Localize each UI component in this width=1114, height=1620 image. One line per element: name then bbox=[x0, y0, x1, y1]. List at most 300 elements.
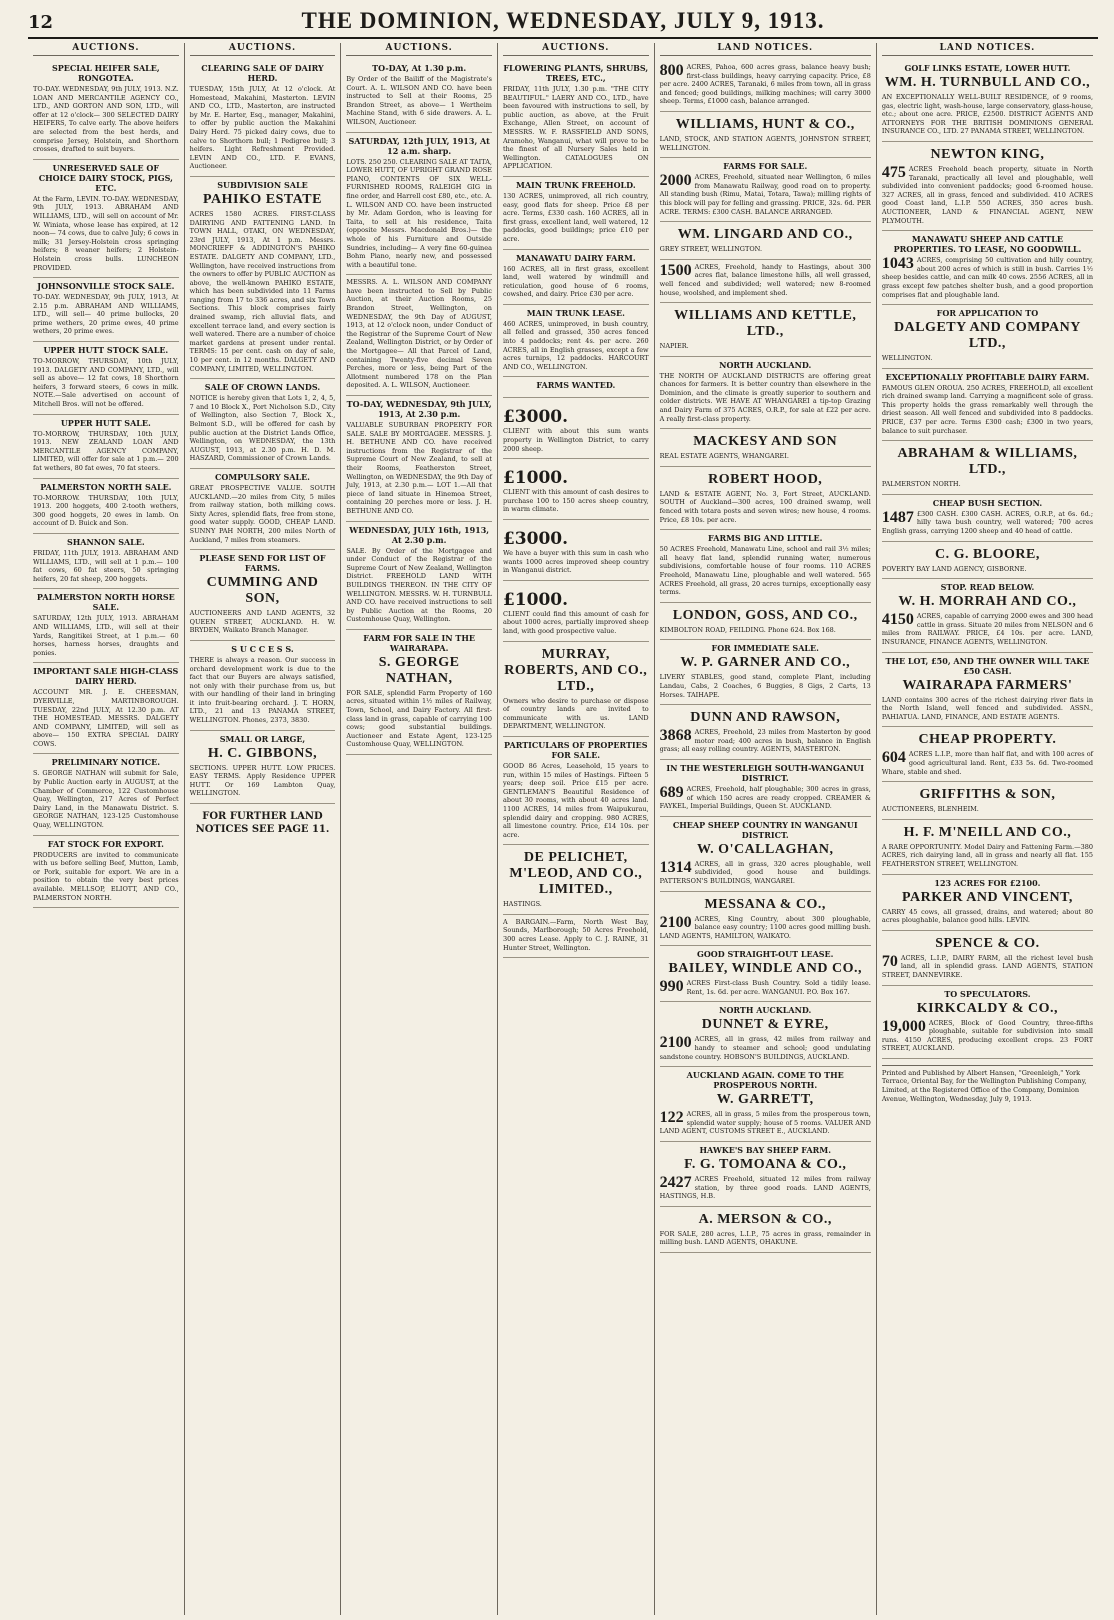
advertisement bbox=[190, 379, 336, 469]
ad-body-text: NOTICE is hereby given that Lots 1, 2, 4, 5, 7 and 10 Block X., Port Nicholson S.D., City of Wellington, also Section 7, Block X., Belmont S.D., will be offered for cash by public auction at the District Lands Office, Wellington, on WEDNESDAY, the 13th AUGUST, 1913, at 2.30 p.m. H. D. M. HASZARD, Commissioner of Crown Lands. bbox=[189, 394, 336, 463]
advertisement bbox=[190, 731, 336, 804]
ad-body-text: LAND, STOCK, AND STATION AGENTS, JOHNSTON STREET, WELLINGTON. bbox=[659, 134, 871, 152]
ad-cash-amount: £3000. bbox=[502, 407, 569, 428]
advertisement bbox=[503, 737, 649, 845]
ad-body-text: FAMOUS GLEN OROUA. 250 ACRES, FREEHOLD, all excellent rich drained swamp land. Carrying a magnificent sole of grass. This property holds the grass remarkably well through the driest season. All well fenced and subdivided into 8 paddocks. PRICE, £37 per acre. Terms £300 cash; £300 in two years, balance to suit purchaser. bbox=[881, 383, 1094, 435]
ad-firm-name: NEWTON KING, bbox=[930, 146, 1045, 162]
ad-body-text: AUCTIONEERS AND LAND AGENTS, 32 QUEEN STREET, AUCKLAND. H. W. BRYDEN, Waikato Branch Manager. bbox=[189, 609, 336, 635]
ad-body bbox=[33, 85, 179, 154]
ad-firm-name: WAIRARAPA FARMERS' bbox=[902, 677, 1073, 693]
advertisement bbox=[660, 429, 871, 467]
ad-acreage: 800 bbox=[659, 62, 684, 79]
ad-firm-name: S. GEORGE NATHAN, bbox=[378, 654, 460, 686]
ad-body-text: CLIENT with about this sum wants property in Wellington District, to carry 2000 sheep. bbox=[502, 427, 649, 453]
advertisement bbox=[346, 275, 492, 396]
ad-title: TO-DAY, At 1.30 p.m. bbox=[372, 63, 467, 73]
ad-firm-name: WILLIAMS AND KETTLE, LTD., bbox=[674, 308, 857, 340]
ad-body bbox=[660, 673, 871, 699]
ad-title: UPPER HUTT STOCK SALE. bbox=[43, 345, 169, 356]
advertisement bbox=[503, 305, 649, 378]
ad-body bbox=[346, 547, 492, 624]
ad-title: FAT STOCK FOR EXPORT. bbox=[47, 838, 164, 849]
ad-body-text: ACCOUNT MR. J. E. CHEESMAN, DYERVILLE, MARTINBOROUGH. TUESDAY, 22nd JULY, At 12.30 p.m. AT THE HOMESTEAD. MESSRS. DALGETY AND COMPANY, LIMITED, will sell as above— 150 EXTRA SPECIAL DAIRY COWS. bbox=[33, 688, 179, 748]
ad-body-text: TO-MORROW, THURSDAY, 10th JULY, 1913. DALGETY AND COMPANY, LTD., will sell as above— 12 fat cows, 18 Shorthorn heifers, 3 forward steers, 6 cows in milk. NOTE.—Sale advertised on account of Mitchell Bros. will not be offered. bbox=[33, 357, 179, 409]
ad-body-text: ACRES, capable of carrying 2000 ewes and 300 head cattle in grass. Situate 20 miles from NELSON and 6 miles from RAILWAY. PRICE, £4 10s. per acre. LAND, INSURANCE, FINANCE AGENTS, WELLINGTON. bbox=[881, 612, 1094, 646]
ad-title: MANAWATU DAIRY FARM. bbox=[515, 252, 636, 263]
ad-firm-name: ABRAHAM & WILLIAMS, LTD., bbox=[897, 446, 1078, 478]
column-1 bbox=[28, 43, 185, 1615]
ad-body bbox=[660, 915, 871, 941]
ad-cash-amount: £1000. bbox=[502, 468, 569, 489]
ad-body-text: GREAT PROSPECTIVE VALUE. SOUTH AUCKLAND.—20 miles from City, 5 miles from railway station, both milking cows. Sixty Acres, splendid flats, free from stone, good water supply. GOOD, CHEAP LAND. SUNNY PAH NORTH, 200 miles North of Auckland, 7 miles from steamers. bbox=[189, 483, 336, 544]
ad-body bbox=[882, 843, 1093, 869]
ad-body-text: HASTINGS. bbox=[502, 900, 542, 909]
ad-body bbox=[660, 372, 871, 424]
ad-body bbox=[660, 785, 871, 811]
ad-body-text: LIVERY STABLES, good stand, complete Plant, including Landau, Cabs, 2 Coaches, 6 Buggies, 8 Gigs, 2 Carts, 13 Horses. TAIHAPE. bbox=[659, 673, 871, 699]
ad-body bbox=[660, 342, 871, 351]
advertisement bbox=[33, 160, 179, 278]
ad-body-text: THERE is always a reason. Our success in orchard development work is due to the fact that our Buyers are always satisfied, not only with their purchase from us, but with our handling of their land in bringing it into fruit-bearing orchard. J. T. HORN, LTD., 21 and 13 PANAMA STREET, WELLINGTON. Phones, 2373, 3830. bbox=[189, 655, 336, 725]
advertisement bbox=[33, 589, 179, 663]
ad-body bbox=[33, 293, 179, 336]
ad-body bbox=[882, 805, 1093, 814]
advertisement bbox=[503, 581, 649, 642]
ad-body bbox=[660, 1230, 871, 1247]
advertisement bbox=[882, 231, 1093, 305]
ad-body-text: ACRES, all in grass, 42 miles from railway and handy to steamer and school; good undulating sandstone country. HOBSON'S BUILDINGS, AUCKLAND. bbox=[659, 1035, 871, 1061]
ad-body-text: THE NORTH OF AUCKLAND DISTRICTS are offering great chances for farmers. It is better country than elsewhere in the Dominion, and the climate is greatly superior to southern and colder districts. WE HAVE AT WHANGAREI a tip-top Grazing and Dairy Farm of 375 ACRES, O.R.P., for sale at £22 per acre. A really first-class property. bbox=[659, 371, 871, 423]
ad-acreage: 3868 bbox=[659, 727, 692, 745]
ad-firm-name: DUNNET & EYRE, bbox=[701, 1017, 829, 1033]
ad-body bbox=[503, 918, 649, 952]
ad-firm-name: BAILEY, WINDLE AND CO., bbox=[668, 961, 862, 977]
ad-body-text: ACRES, Freehold, half ploughable; 300 acres in grass, of which 150 acres are ready cropped. CREAMER & FAYKEL, Imperial Buildings, Queen St. AUCKLAND. bbox=[659, 784, 871, 811]
ad-firm-name: C. G. BLOORE, bbox=[934, 546, 1040, 562]
ad-title: S U C C E S S. bbox=[231, 643, 294, 654]
ad-body bbox=[346, 689, 492, 749]
column-5 bbox=[655, 43, 877, 1615]
ad-body bbox=[882, 750, 1093, 776]
ad-acreage: 70 bbox=[881, 952, 898, 970]
advertisement bbox=[882, 60, 1093, 142]
ad-body bbox=[346, 75, 492, 127]
ad-body-text: ACRES, Freehold, handy to Hastings, about 300 acres flat, balance limestone hills, all well grassed, well fenced and subdivided; well watered; new 8-roomed house, woolshed, and implement shed. bbox=[659, 262, 871, 297]
ad-body bbox=[33, 769, 179, 829]
ad-firm-name: MESSANA & CO., bbox=[704, 896, 826, 912]
ad-body-text: SALE. By Order of the Mortgagee and under Conduct of the Registrar of the Supreme Court of New Zealand, Wellington District. FREEHOLD LAND WITH BUILDINGS THEREON. IN THE CITY OF WELLINGTON. MESSRS. W. H. TURNBULL AND CO. have received instructions to sell by Public Auction at the Rooms, 20 Customhouse Quay, Wellington. bbox=[346, 546, 492, 624]
ad-firm-name: H. F. M'NEILL AND CO., bbox=[903, 824, 1072, 840]
ad-body bbox=[503, 320, 649, 372]
ad-body-text: ACRES, L.I.P., DAIRY FARM, all the richest level bush land, all in splendid grass. LAND AGENTS, STATION STREET, DANNEVIRKE. bbox=[881, 953, 1094, 979]
ad-body-text: NAPIER. bbox=[659, 342, 689, 351]
ad-body-text: TO-DAY. WEDNESDAY, 9th JULY, 1913, At 2.15 p.m. ABRAHAM AND WILLIAMS, LTD., will sell— 40 prime bullocks, 20 prime wethers, 20 prime ewes, 40 prime wethers, 20 prime ewes. bbox=[33, 293, 179, 336]
advertisement bbox=[503, 915, 649, 958]
ad-title: FARMS WANTED. bbox=[536, 380, 616, 391]
ad-body bbox=[503, 85, 649, 171]
ad-body-text: FOR SALE, splendid Farm Property of 160 acres, situated within 1½ miles of Railway, Town, School, and Dairy Factory. All first-class land in grass, capable of carrying 100 cows; good substantial buildings. Auctioneer and Estate Agent, 123-125 Customhouse Quay, WELLINGTON. bbox=[346, 688, 492, 749]
ad-body bbox=[882, 908, 1093, 925]
ad-body-text: Owners who desire to purchase or dispose of country lands are invited to communicate with us. LAND DEPARTMENT, WELLINGTON. bbox=[502, 696, 649, 731]
ad-body bbox=[660, 245, 871, 254]
ad-body bbox=[33, 430, 179, 473]
ad-body-text: At the Farm, LEVIN. TO-DAY. WEDNESDAY, 9th JULY, 1913. ABRAHAM AND WILLIAMS, LTD., will sell on account of Mr. W. Winiata, whose lease has expired, at 12 noon— 74 cows, due to calve July; 6 cows in milk; 31 Jersey-Holstein cross springing heifers; 8 weaner heifers; 2 Holstein-Holstein cross bulls. LUNCHEON PROVIDED. bbox=[33, 194, 179, 272]
ad-body-text: TO-MORROW, THURSDAY, 10th JULY, 1913. NEW ZEALAND LOAN AND MERCANTILE AGENCY COMPANY, LIMITED, will offer for sale at 1 p.m.— 200 fat wethers, 80 fat ewes, 70 fat steers. bbox=[33, 429, 179, 472]
advertisement bbox=[660, 1067, 871, 1142]
advertisement bbox=[346, 630, 492, 755]
advertisement bbox=[660, 60, 871, 112]
columns bbox=[28, 43, 1098, 1615]
ad-title: EXCEPTIONALLY PROFITABLE DAIRY FARM. bbox=[885, 371, 1090, 382]
advertisement bbox=[33, 663, 179, 754]
ad-firm-name: DALGETY AND COMPANY LTD., bbox=[894, 320, 1081, 352]
ad-body-text: WELLINGTON. bbox=[881, 354, 933, 363]
column-head: AUCTIONS. bbox=[503, 43, 649, 56]
ad-body bbox=[660, 63, 871, 106]
advertisement bbox=[660, 158, 871, 222]
ad-body-text: CLIENT could find this amount of cash for about 1000 acres, partially improved sheep land, with good prospective value. bbox=[502, 609, 649, 635]
advertisement bbox=[503, 398, 649, 459]
advertisement bbox=[882, 820, 1093, 875]
ad-acreage: 1487 bbox=[881, 508, 914, 526]
ad-body-text: PRODUCERS are invited to communicate with us before selling Beef, Mutton, Lamb, or Pork, suitable for export. We are in a position to obtain the very best prices available. MELLSOP, ELIOTT, AND CO., PALMERSTON NORTH. bbox=[33, 850, 179, 902]
ad-body bbox=[660, 1035, 871, 1061]
advertisement bbox=[503, 377, 649, 398]
ad-acreage: 604 bbox=[881, 749, 906, 767]
advertisement bbox=[33, 479, 179, 534]
advertisement bbox=[190, 60, 336, 177]
ad-body-text: ACRES L.I.P., more than half flat, and with 100 acres of good agricultural land. Rent, £33 5s. 6d. Two-roomed Whare, stable and shed. bbox=[881, 750, 1094, 776]
ad-firm-name: W. GARRETT, bbox=[716, 1092, 814, 1108]
column-head: AUCTIONS. bbox=[190, 43, 336, 56]
ad-acreage: 1500 bbox=[659, 261, 692, 279]
ad-acreage: 2427 bbox=[659, 1174, 692, 1192]
ad-title: TO SPECULATORS. bbox=[944, 988, 1031, 999]
ad-body bbox=[33, 549, 179, 583]
ad-body bbox=[660, 173, 871, 216]
ad-acreage: 2100 bbox=[659, 1034, 692, 1052]
ad-title: CLEARING SALE OF DAIRY HERD. bbox=[201, 63, 324, 83]
ad-body bbox=[190, 764, 336, 798]
ad-body-text: TUESDAY, 15th JULY, At 12 o'clock. At Homestead, Makahini, Masterton. LEVIN AND CO., LTD., Masterton, are instructed by Mr. E. Harter, Esq., manager, Makahini, to offer by public auction the Makahini Dairy Herd. 75 picked dairy cows, due to calve to Shorthorn bull; 1 Pedigree bull; 3 heifers. Light Refreshment Provided. LEVIN AND CO., LTD. F. EVANS, Auctioneer. bbox=[189, 85, 336, 171]
ad-body bbox=[346, 278, 492, 390]
advertisement bbox=[660, 1142, 871, 1207]
ad-body bbox=[190, 609, 336, 635]
ad-body-text: We have a buyer with this sum in cash who wants 1000 acres improved sheep country in Wanganui district. bbox=[502, 549, 649, 575]
advertisement bbox=[660, 1207, 871, 1253]
advertisement bbox=[660, 705, 871, 760]
ad-body-text: 160 ACRES, all in first grass, excellent land, well watered by windmill and reticulation, good house of 6 rooms, cowshed, and dairy. Price £30 per acre. bbox=[502, 264, 649, 299]
ad-title: 123 ACRES FOR £2100. bbox=[934, 877, 1041, 888]
ad-body bbox=[503, 549, 649, 575]
ad-body-text: ACRES Freehold, situated 12 miles from railway station, by three good roads. LAND AGENTS, HASTINGS, H.B. bbox=[659, 1175, 871, 1201]
ad-firm-name: SPENCE & CO. bbox=[935, 935, 1040, 951]
ad-title: SMALL OR LARGE, bbox=[219, 733, 306, 744]
advertisement bbox=[190, 641, 336, 731]
advertisement bbox=[882, 495, 1093, 542]
advertisement bbox=[33, 534, 179, 589]
ad-body bbox=[882, 612, 1093, 646]
ad-body bbox=[503, 488, 649, 514]
ad-firm-name: MURRAY, ROBERTS, AND CO., LTD., bbox=[504, 646, 648, 694]
advertisement bbox=[882, 875, 1093, 931]
ad-body bbox=[882, 1019, 1093, 1053]
ad-firm-name: PARKER AND VINCENT, bbox=[901, 889, 1073, 905]
ad-body bbox=[346, 158, 492, 270]
advertisement bbox=[882, 931, 1093, 986]
ad-title: MAIN TRUNK FREEHOLD. bbox=[515, 179, 636, 190]
ad-title: IMPORTANT SALE HIGH-CLASS DAIRY HERD. bbox=[33, 666, 179, 687]
ad-firm-name: KIRKCALDY & CO., bbox=[916, 1000, 1059, 1016]
ad-acreage: 475 bbox=[881, 163, 906, 181]
advertisement bbox=[33, 836, 179, 909]
ad-body-text: POVERTY BAY LAND AGENCY, GISBORNE. bbox=[881, 564, 1027, 573]
advertisement bbox=[660, 222, 871, 260]
ad-body-text: PALMERSTON NORTH. bbox=[881, 480, 961, 489]
ad-title: SATURDAY, 12th JULY, 1913, At 12 a.m. sharp. bbox=[348, 135, 490, 156]
advertisement bbox=[190, 550, 336, 641]
ad-acreage: 122 bbox=[659, 1109, 684, 1127]
ad-body bbox=[882, 354, 1093, 363]
ad-title: SALE OF CROWN LANDS. bbox=[204, 382, 321, 393]
ad-title: AUCKLAND AGAIN. COME TO THE PROSPEROUS NORTH. bbox=[686, 1070, 844, 1091]
ad-title: STOP. READ BELOW. bbox=[940, 582, 1035, 593]
ad-body-text: REAL ESTATE AGENTS, WHANGAREI. bbox=[659, 452, 789, 461]
ad-body-text: By Order of the Bailiff of the Magistrate's Court. A. L. WILSON AND CO. have been instructed to Sell at their Rooms, 25 Brandon Street, as above— 1 Wertheim Machine Stand, with 6 side drawers. A. L. WILSON, Auctioneer. bbox=[346, 75, 492, 126]
column-head: LAND NOTICES. bbox=[660, 43, 871, 56]
ad-body bbox=[882, 480, 1093, 489]
ad-firm-name: MACKESY AND SON bbox=[693, 434, 838, 450]
advertisement bbox=[660, 946, 871, 1002]
ad-acreage: 2000 bbox=[659, 172, 692, 190]
ad-title: TO-DAY, WEDNESDAY, 9th JULY, 1913, At 2.30 p.m. bbox=[346, 399, 492, 419]
ad-body bbox=[882, 954, 1093, 980]
ad-firm-name: PAHIKO ESTATE bbox=[203, 191, 322, 207]
ad-title: FARMS FOR SALE. bbox=[723, 161, 808, 172]
ad-body bbox=[33, 614, 179, 657]
ad-firm-name: CHEAP PROPERTY. bbox=[918, 732, 1057, 748]
page-title: THE DOMINION, WEDNESDAY, JULY 9, 1913. bbox=[301, 8, 825, 33]
ad-title: GOOD STRAIGHT-OUT LEASE. bbox=[697, 949, 834, 960]
ad-body-text: MESSRS. A. L. WILSON AND COMPANY have been instructed to Sell by Public Auction, at their Auction Rooms, 25 Brandon Street, Wellington, on WEDNESDAY, the 9th Day of AUGUST, 1913, at 12 o'clock noon, under Conduct of the Registrar of the Supreme Court of New Zealand, Wellington District, or by Order of the Mortgagee— All that Parcel of Land, containing Twenty-five decimal Seven Perches, more or less, being Part of the Allotment numbered 178 on the Plan deposited. A. L. WILSON, Auctioneer. bbox=[346, 278, 492, 390]
ad-title: SUBDIVISION SALE bbox=[217, 179, 308, 190]
ad-body bbox=[503, 265, 649, 299]
ad-body-text: ACRES, Block of Good Country, three-fifths ploughable, suitable for subdivision into small runs. 4150 ACRES, producing excellent crops. 23 FORT STREET, AUCKLAND. bbox=[881, 1018, 1094, 1053]
advertisement bbox=[33, 754, 179, 835]
ad-body bbox=[882, 565, 1093, 574]
advertisement bbox=[660, 467, 871, 530]
advertisement bbox=[882, 305, 1093, 369]
ad-body bbox=[503, 762, 649, 839]
advertisement bbox=[660, 603, 871, 641]
ad-title: PLEASE SEND FOR LIST OF FARMS. bbox=[199, 553, 326, 574]
advertisement bbox=[503, 845, 649, 915]
ad-body bbox=[882, 510, 1093, 536]
advertisement bbox=[33, 60, 179, 160]
ad-body-text: A RARE OPPORTUNITY. Model Dairy and Fattening Farm.—380 ACRES, rich dairying land, all in grass and nearly all flat. 155 FEATHERSTON STREET, WELLINGTON. bbox=[881, 842, 1094, 868]
ad-body bbox=[503, 427, 649, 453]
ad-body bbox=[33, 195, 179, 272]
ad-cash-amount: £1000. bbox=[502, 589, 569, 610]
ad-acreage: 19,000 bbox=[881, 1017, 926, 1035]
ad-firm-name: F. G. TOMOANA & CO., bbox=[684, 1157, 847, 1173]
ad-firm-name: A. MERSON & CO., bbox=[698, 1211, 832, 1227]
ad-body-text: ACRES, Pahoa, 600 acres grass, balance heavy bush; first-class buildings, heavy carrying capacity. Price, £8 per acre. 2400 ACRES, Taranaki, 6 miles from town, all in grass and fenced; good buildings, milking machines; will carry 3000 sheep. Terms, £1000 cash, balance arranged. bbox=[659, 63, 871, 106]
advertisement bbox=[503, 520, 649, 581]
column-head: AUCTIONS. bbox=[33, 43, 179, 56]
ad-title: FLOWERING PLANTS, SHRUBS, TREES, ETC., bbox=[503, 63, 649, 83]
ad-title: FOR APPLICATION TO bbox=[936, 308, 1039, 319]
advertisement bbox=[882, 542, 1093, 580]
advertisement bbox=[190, 177, 336, 379]
advertisement bbox=[33, 415, 179, 479]
ad-body bbox=[33, 494, 179, 528]
ad-body-text: ACRES, all in grass, 5 miles from the prosperous town, splendid water supply; house of 5 rooms. VALUER AND LAND AGENT, CUSTOMS STREET E., AUCKLAND. bbox=[659, 1110, 871, 1136]
ad-body bbox=[33, 688, 179, 748]
advertisement bbox=[190, 469, 336, 550]
ad-firm-name: W. P. GARNER AND CO., bbox=[680, 655, 851, 671]
ad-title: FOR IMMEDIATE SALE. bbox=[711, 643, 819, 654]
ad-firm-name: ROBERT HOOD, bbox=[708, 471, 823, 487]
masthead bbox=[28, 8, 1098, 39]
ad-body bbox=[503, 697, 649, 731]
ad-body-text: ACRES, Freehold, situated near Wellington, 6 miles from Manawatu Railway, good road on to property. All standing bush (Rimu, Matai, Totara, Tawa); milling rights of this block will pay for felling and grassing. PRICE, 32s. 6d. PER ACRE. TERMS: £300 CASH. BALANCE ARRANGED. bbox=[659, 173, 871, 216]
ad-body bbox=[503, 900, 649, 909]
ad-body bbox=[33, 851, 179, 903]
ad-body bbox=[660, 135, 871, 152]
ad-title: FARMS BIG AND LITTLE. bbox=[708, 533, 823, 544]
ad-body bbox=[882, 165, 1093, 225]
advertisement bbox=[503, 459, 649, 520]
ad-body-text: 50 ACRES Freehold, Manawatu Line, school and rail 3½ miles; all heavy flat land, splendid running water, numerous subdivisions, comfortable house of four rooms. 110 ACRES Freehold, Manawatu Line, ploughable and well watered. 565 ACRES Freehold, all grass, 20 acres turnips, exceptionally easy terms. bbox=[659, 545, 871, 597]
ad-body bbox=[660, 1110, 871, 1136]
ad-body-text: AUCTIONEERS, BLENHEIM. bbox=[881, 805, 979, 814]
ad-body bbox=[190, 85, 336, 171]
ad-body bbox=[660, 728, 871, 754]
ad-body-text: SECTIONS. UPPER HUTT. LOW PRICES. EASY TERMS. Apply Residence UPPER HUTT. Or 169 Lambton Quay, WELLINGTON. bbox=[189, 763, 336, 798]
ad-acreage: 1314 bbox=[659, 858, 692, 876]
advertisement bbox=[660, 112, 871, 158]
column-3 bbox=[341, 43, 498, 1615]
ad-firm-name: CUMMING AND SON, bbox=[206, 575, 319, 607]
advertisement bbox=[503, 177, 649, 250]
ad-body bbox=[190, 394, 336, 463]
ad-body-text: CLIENT with this amount of cash desires to purchase 100 to 150 acres sheep country, in warm climate. bbox=[502, 488, 649, 514]
advertisement bbox=[660, 1002, 871, 1067]
ad-body bbox=[882, 93, 1093, 136]
ad-body-text: LOTS. 250 250. CLEARING SALE AT TAITA, LOWER HUTT, OF UPRIGHT GRAND ROSE PIANO, CONTENTS OF SIX WELL-FURNISHED ROOMS, RALEIGH GIG in fine order, and Harrell cost £80, etc., etc. A. L. WILSON AND CO. have been instructed by Mr. Adam Gordon, who is leaving for Taita, to sell at his residence, Taita (opposite Messrs. Macdonald Bros.)— the whole of his Furniture and Outside Sundries, including— A very fine 60-guinea Bohm Piano, nearly new, and possessed with a beautiful tone. bbox=[346, 157, 492, 269]
ad-body-text: GOOD 86 Acres, Leasehold, 15 years to run, within 15 miles of Hastings. Fifteen 5 years; deep soil. Price £15 per acre. GENTLEMAN'S Beautiful Residence of about 30 rooms, with about 40 acres land. 1100 ACRES, 14 miles from Waipukurau, splendid dairy and cropping. 980 ACRES, all limestone country. Price, £14 10s. per acre. bbox=[502, 761, 649, 839]
advertisement bbox=[660, 530, 871, 603]
advertisement bbox=[660, 817, 871, 892]
printer-imprint: Printed and Published by Albert Hansen, "Greenleigh," York Terrace, Oriental Bay, for the Wellington Publishing Company, Limited, at the Registered Office of the Company, Dominion Avenue, Wellington, Wednesday, July 9, 1913. bbox=[882, 1065, 1093, 1103]
ad-title: PALMERSTON NORTH SALE. bbox=[40, 481, 172, 492]
ad-body bbox=[190, 210, 336, 373]
ad-title: IN THE WESTERLEIGH SOUTH-WANGANUI DISTRICT. bbox=[666, 762, 865, 783]
ad-body-text: TO-MORROW. THURSDAY, 10th JULY, 1913. 200 hoggets, 400 2-tooth wethers, 300 good hoggets, 20 ewes in lamb. On account of D. Buick and Son. bbox=[33, 493, 179, 528]
ad-body-text: VALUABLE SUBURBAN PROPERTY FOR SALE. SALE BY MORTGAGEE. MESSRS. J. H. BETHUNE AND CO. have received instructions from the Registrar of the Supreme Court of New Zealand, to sell at their Rooms, Featherston Street, Wellington, on WEDNESDAY, the 9th Day of July, 1913, at 2.30 p.m.— LOT 1.—All that piece of land situate in Hinemoa Street, containing 20 perches more or less. J. H. BETHUNE AND CO. bbox=[346, 421, 492, 515]
ad-firm-name: H. C. GIBBONS, bbox=[207, 745, 318, 761]
ad-body-text: ACRES, King Country, about 300 ploughable, balance easy country; 1100 acres good milling bush. LAND AGENTS, HAMILTON, WAIKATO. bbox=[659, 914, 871, 940]
advertisement bbox=[660, 760, 871, 817]
ad-body-text: KIMBOLTON ROAD, FEILDING. Phone 624. Box 168. bbox=[659, 625, 836, 634]
ad-acreage: 4150 bbox=[881, 611, 914, 629]
advertisement bbox=[882, 782, 1093, 820]
page-number: 12 bbox=[28, 12, 54, 33]
ad-firm-name: W. H. MORRAH AND CO., bbox=[898, 594, 1077, 610]
ad-title: JOHNSONVILLE STOCK SALE. bbox=[37, 281, 175, 292]
ad-body bbox=[882, 384, 1093, 436]
ad-body-text: GREY STREET, WELLINGTON. bbox=[659, 245, 763, 254]
advertisement bbox=[503, 250, 649, 305]
advertisement bbox=[660, 260, 871, 303]
ad-body bbox=[660, 545, 871, 597]
ad-title: WEDNESDAY, JULY 16th, 1913, At 2.30 p.m. bbox=[349, 524, 490, 545]
ad-title: FARM FOR SALE IN THE WAIRARAPA. bbox=[363, 632, 475, 653]
ad-body-text: S. GEORGE NATHAN will submit for Sale, by Public Auction early in AUGUST, at the Chamber of Commerce, 122 Customhouse Quay, Wellington, 217 Acres of Perfect Dairy Land, in the Manawatu District. S. GEORGE NATHAN, 123-125 Customhouse Quay, WELLINGTON. bbox=[33, 769, 179, 830]
ad-firm-name: DE PELICHET, M'LEOD, AND CO., LIMITED., bbox=[509, 850, 643, 898]
ad-title: SHANNON SALE. bbox=[66, 536, 145, 547]
advertisement bbox=[882, 653, 1093, 728]
ad-body-text: ACRES, Freehold, 23 miles from Masterton by good motor road; 400 acres in bush, balance in English grass; all easy rolling country. AGENTS, MASTERTON. bbox=[659, 728, 871, 754]
ad-body-text: 130 ACRES, unimproved, all rich country, easy, good flats for sheep. Price £8 per acre. Terms, £330 cash. 160 ACRES, all in first grass, excellent land, well watered, 12 paddocks, good buildings; price £10 per acre. bbox=[502, 191, 649, 243]
ad-title: SPECIAL HEIFER SALE, RONGOTEA. bbox=[51, 63, 160, 83]
ad-firm-name: LONDON, GOSS, AND CO., bbox=[672, 607, 858, 623]
ad-body-text: LAND contains 300 acres of the richest dairying river flats in the North Island, well fenced and subdivided. ASSN., PAHIATUA. LAND, FINANCE, AND ESTATE AGENTS. bbox=[881, 695, 1094, 721]
ad-firm-name: DUNN AND RAWSON, bbox=[690, 710, 841, 726]
ad-body-text: LAND & ESTATE AGENT, No. 3, Fort Street, AUCKLAND. SOUTH of Auckland—300 acres, 100 drained swamp, well fenced with totara posts and seven wires; new house, 4 rooms. Price, £8 10s. per acre. bbox=[659, 489, 871, 524]
advertisement bbox=[503, 60, 649, 177]
ad-body-text: ACRES 1580 ACRES. FIRST-CLASS DAIRYING AND FATTENING LAND. In TOWN HALL, OTAKI, ON WEDNESDAY, 23rd JULY, 1913, At 1 p.m. Messrs. MONCRIEFF & ADDINGTON'S PAHIKO ESTATE. DALGETY AND COMPANY, LTD., Wellington, have received instructions from the owners to offer by PUBLIC AUCTION as above, the well-known PAHIKO ESTATE, which has been subdivided into 11 Farms ranging from 17 to 336 acres, and six Town Sections. This block comprises fairly drained swamp, rich alluvial flats, and excellent terrace land, and every section is well watered. There are a number of choice market gardens at present under rental. TERMS: 15 per cent. cash on day of sale, 10 per cent. in 12 months. DALGETY AND COMPANY, LIMITED, WELLINGTON. bbox=[189, 209, 336, 373]
ad-body bbox=[660, 979, 871, 996]
ad-body bbox=[660, 860, 871, 886]
ad-title: CHEAP SHEEP COUNTRY IN WANGANUI DISTRICT. bbox=[672, 819, 858, 840]
ad-firm-name: WM. H. TURNBULL AND CO., bbox=[884, 75, 1091, 90]
ad-acreage: 689 bbox=[659, 783, 684, 801]
advertisement bbox=[882, 441, 1093, 495]
ad-body bbox=[660, 263, 871, 297]
ad-title: NORTH AUCKLAND. bbox=[719, 1005, 812, 1016]
advertisement bbox=[660, 357, 871, 430]
advertisement bbox=[660, 640, 871, 705]
ad-body bbox=[660, 626, 871, 635]
ad-body bbox=[882, 256, 1093, 299]
ad-title: NORTH AUCKLAND. bbox=[719, 359, 812, 370]
advertisement bbox=[660, 303, 871, 357]
ad-title: PARTICULARS OF PROPERTIES FOR SALE. bbox=[504, 739, 648, 760]
ad-body-text: CARRY 45 cows, all grassed, drains, and watered; about 80 acres ploughable, balance good hills. LEVIN. bbox=[881, 907, 1094, 925]
ad-firm-name: WILLIAMS, HUNT & CO., bbox=[675, 116, 855, 132]
ad-body bbox=[503, 610, 649, 636]
ad-acreage: 990 bbox=[659, 978, 684, 996]
ad-firm-name: W. O'CALLAGHAN, bbox=[696, 841, 834, 857]
advertisement bbox=[882, 579, 1093, 652]
ad-body-text: ACRES, all in grass, 320 acres ploughable, well subdivided, good house and buildings. PATTERSON'S BUILDINGS, WANGAREI. bbox=[659, 859, 871, 885]
ad-acreage: 2100 bbox=[659, 913, 692, 931]
ad-body-text: TO-DAY. WEDNESDAY, 9th JULY, 1913. N.Z. LOAN AND MERCANTILE AGENCY CO., LTD., AND GORTON AND SON, LTD., will offer at 12 o'clock— 300 SELECTED DAIRY HEIFERS, To calve early. The above heifers are selected from the best herds, and comprise Jersey, Holstein, and Shorthorn crosses, drafted to suit buyers. bbox=[33, 85, 179, 154]
advertisement bbox=[346, 133, 492, 276]
advertisement bbox=[346, 522, 492, 630]
ad-cash-amount: £3000. bbox=[502, 529, 569, 549]
ad-body bbox=[660, 490, 871, 524]
ad-title: UPPER HUTT SALE. bbox=[60, 417, 151, 428]
ad-firm-name: GRIFFITHS & SON, bbox=[919, 787, 1056, 803]
ad-body bbox=[660, 452, 871, 461]
ad-body-text: ACRES, comprising 50 cultivation and hilly country, about 200 acres of which is still in bush. Carries 1½ sheep besides cattle, and can milk 40 cows. 2556 ACRES, all in grass except few patches shelter bush, and a good proportion comprises flat and ploughable land. bbox=[881, 256, 1094, 299]
ad-body bbox=[882, 696, 1093, 722]
column-6 bbox=[877, 43, 1098, 1615]
ad-body-text: FOR SALE, 280 acres, L.I.P., 75 acres in grass, remainder in milling bush. LAND AGENTS, OHAKUNE. bbox=[659, 1229, 871, 1247]
